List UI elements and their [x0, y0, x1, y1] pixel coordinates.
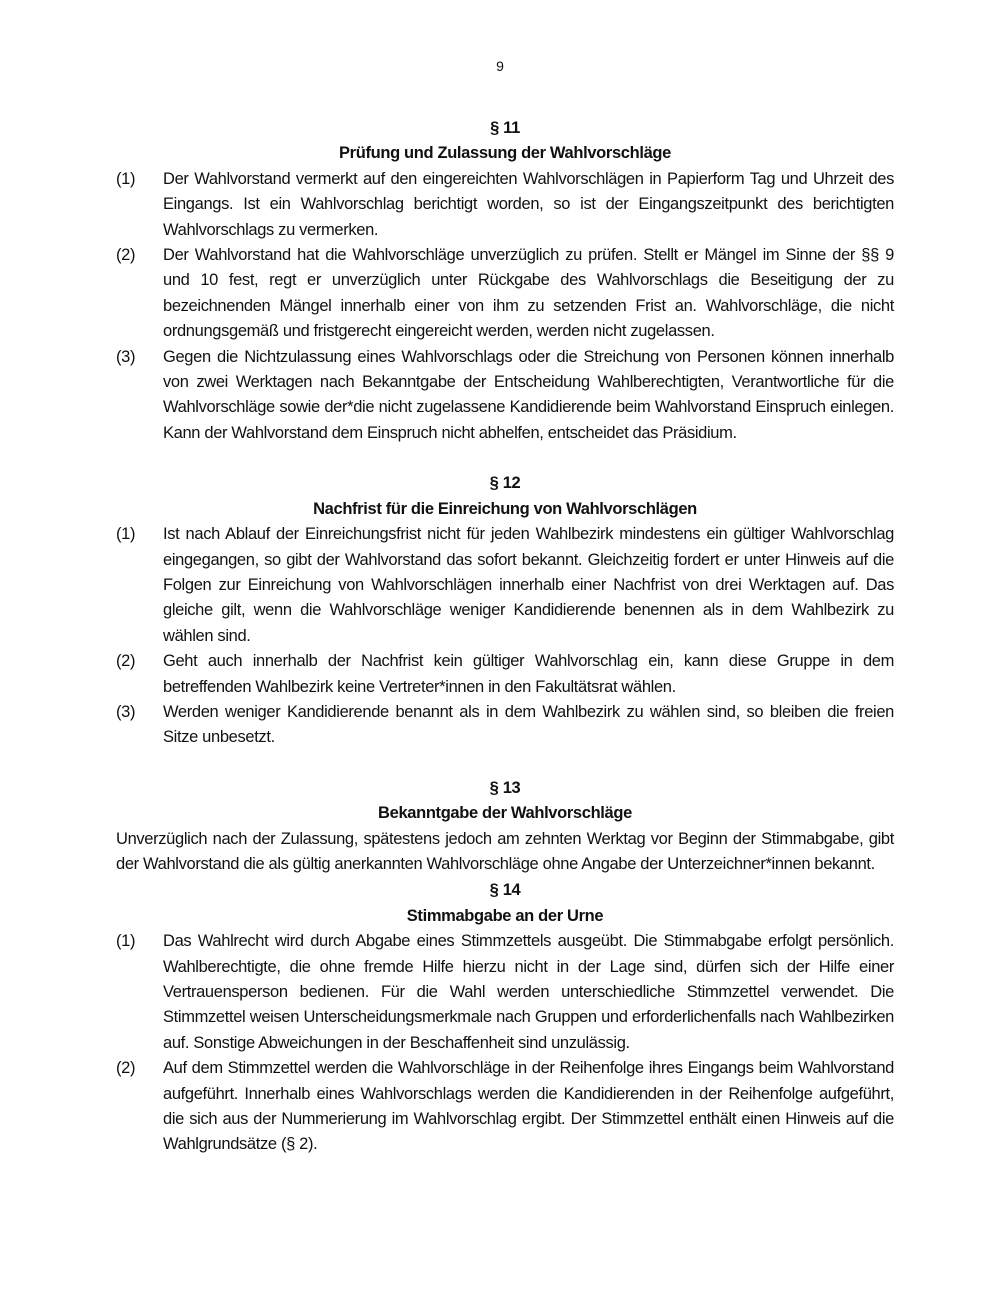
item-text: Auf dem Stimmzettel werden die Wahlvorschläge in der Reihenfolge ihres Eingangs beim Wahlvorstand aufgeführt. Innerhalb eines Wahlvorschlags werden die Kandidierenden in der Reihenfolge aufgeführt, die sich aus der Nummerierung im Wahlvorschlag ergibt. Der Stimmzettel enthält einen Hinweis auf die Wahlgrundsätze (§ 2).: [163, 1059, 894, 1154]
item-number: (3): [116, 347, 136, 366]
list-item: [116, 649, 894, 700]
section-title: Bekanntgabe der Wahlvorschläge: [378, 804, 632, 823]
section-12: [116, 471, 894, 750]
item-text: Der Wahlvorstand vermerkt auf den eingereichten Wahlvorschlägen in Papierform Tag und Uhrzeit des Eingangs. Ist ein Wahlvorschlag berichtigt worden, so ist der Eingangszeitpunkt des berichtigten Wahlvorschlags zu vermerken.: [163, 169, 894, 239]
section-number: § 13: [489, 778, 521, 797]
item-number: (2): [116, 246, 136, 265]
section-number: § 11: [490, 119, 520, 137]
section-11: [116, 116, 894, 446]
item-text: Gegen die Nichtzulassung eines Wahlvorschlags oder die Streichung von Personen können innerhalb von zwei Werktagen nach Bekanntgabe der Entscheidung Wahlberechtigten, Verantwortliche für die Wahlvorschläge sowie der*die nicht zugelassene Kandidierende beim Wahlvorstand Einspruch einlegen. Kann der Wahlvorstand dem Einspruch nicht abhelfen, entscheidet das Präsidium.: [163, 347, 894, 442]
document-body: [116, 116, 894, 1158]
section-spacer: [116, 751, 894, 776]
item-text: Werden weniger Kandidierende benannt als in dem Wahlbezirk zu wählen sind, so bleiben die freien Sitze unbesetzt.: [163, 702, 894, 747]
list-item: [116, 522, 894, 649]
list-item: [116, 1056, 894, 1158]
item-number: (1): [116, 932, 136, 951]
list-item: [116, 929, 894, 1056]
section-spacer: [116, 446, 894, 471]
section-paragraph: Unverzüglich nach der Zulassung, spätestens jedoch am zehnten Werktag vor Beginn der Stimmabgabe, gibt der Wahlvorstand die als gültig anerkannten Wahlvorschläge ohne Angabe der Unterzeichner*innen bekannt.: [116, 829, 894, 873]
section-title: Prüfung und Zulassung der Wahlvorschläge: [339, 144, 671, 163]
item-number: (1): [116, 169, 136, 188]
item-text: Ist nach Ablauf der Einreichungsfrist nicht für jeden Wahlbezirk mindestens ein gültiger Wahlvorschlag eingegangen, so gibt der Wahlvorstand das sofort bekannt. Gleichzeitig fordert er unter Hinweis auf die Folgen zur Einreichung von Wahlvorschlägen innerhalb einer Nachfrist von drei Werktagen auf. Das gleiche gilt, wenn die Wahlvorschläge weniger Kandidierende benennen als in dem Wahlbezirk zu wählen sind.: [163, 525, 894, 645]
item-text: Das Wahlrecht wird durch Abgabe eines Stimmzettels ausgeübt. Die Stimmabgabe erfolgt persönlich. Wahlberechtigte, die ohne fremde Hilfe hierzu nicht in der Lage sind, dürfen sich der Hilfe einer Vertrauensperson bedienen. Für die Wahl werden unterschiedliche Stimmzettel verwendet. Die Stimmzettel weisen Unterscheidungsmerkmale nach Gruppen und erforderlichenfalls nach Wahlbezirken auf. Sonstige Abweichungen in der Beschaffenheit sind unzulässig.: [163, 932, 894, 1052]
item-text: Der Wahlvorstand hat die Wahlvorschläge unverzüglich zu prüfen. Stellt er Mängel im Sinne der §§ 9 und 10 fest, regt er unverzüglich unter Rückgabe des Wahlvorschlags die Beseitigung der zu bezeichnenden Mängel innerhalb einer von ihm zu setzenden Frist an. Wahlvorschläge, die nicht ordnungsgemäß und fristgerecht eingereicht werden, werden nicht zugelassen.: [163, 246, 894, 341]
list-item: [116, 167, 894, 243]
item-number: (1): [116, 525, 136, 544]
item-number: (2): [116, 652, 136, 671]
section-number: § 14: [489, 881, 521, 900]
page-number: 9: [496, 58, 504, 74]
section-title: Nachfrist für die Einreichung von Wahlvorschlägen: [313, 499, 697, 518]
list-item: [116, 345, 894, 447]
section-number: § 12: [489, 474, 521, 493]
list-item: [116, 243, 894, 345]
section-title: Stimmabgabe an der Urne: [406, 906, 604, 925]
item-number: (2): [116, 1059, 136, 1078]
item-text: Geht auch innerhalb der Nachfrist kein gültiger Wahlvorschlag ein, kann diese Gruppe in dem betreffenden Wahlbezirk keine Vertreter*innen in den Fakultätsrat wählen.: [163, 652, 894, 696]
section-14: [116, 878, 894, 1157]
list-item: [116, 700, 894, 751]
item-number: (3): [116, 702, 136, 721]
section-13: [116, 776, 894, 878]
